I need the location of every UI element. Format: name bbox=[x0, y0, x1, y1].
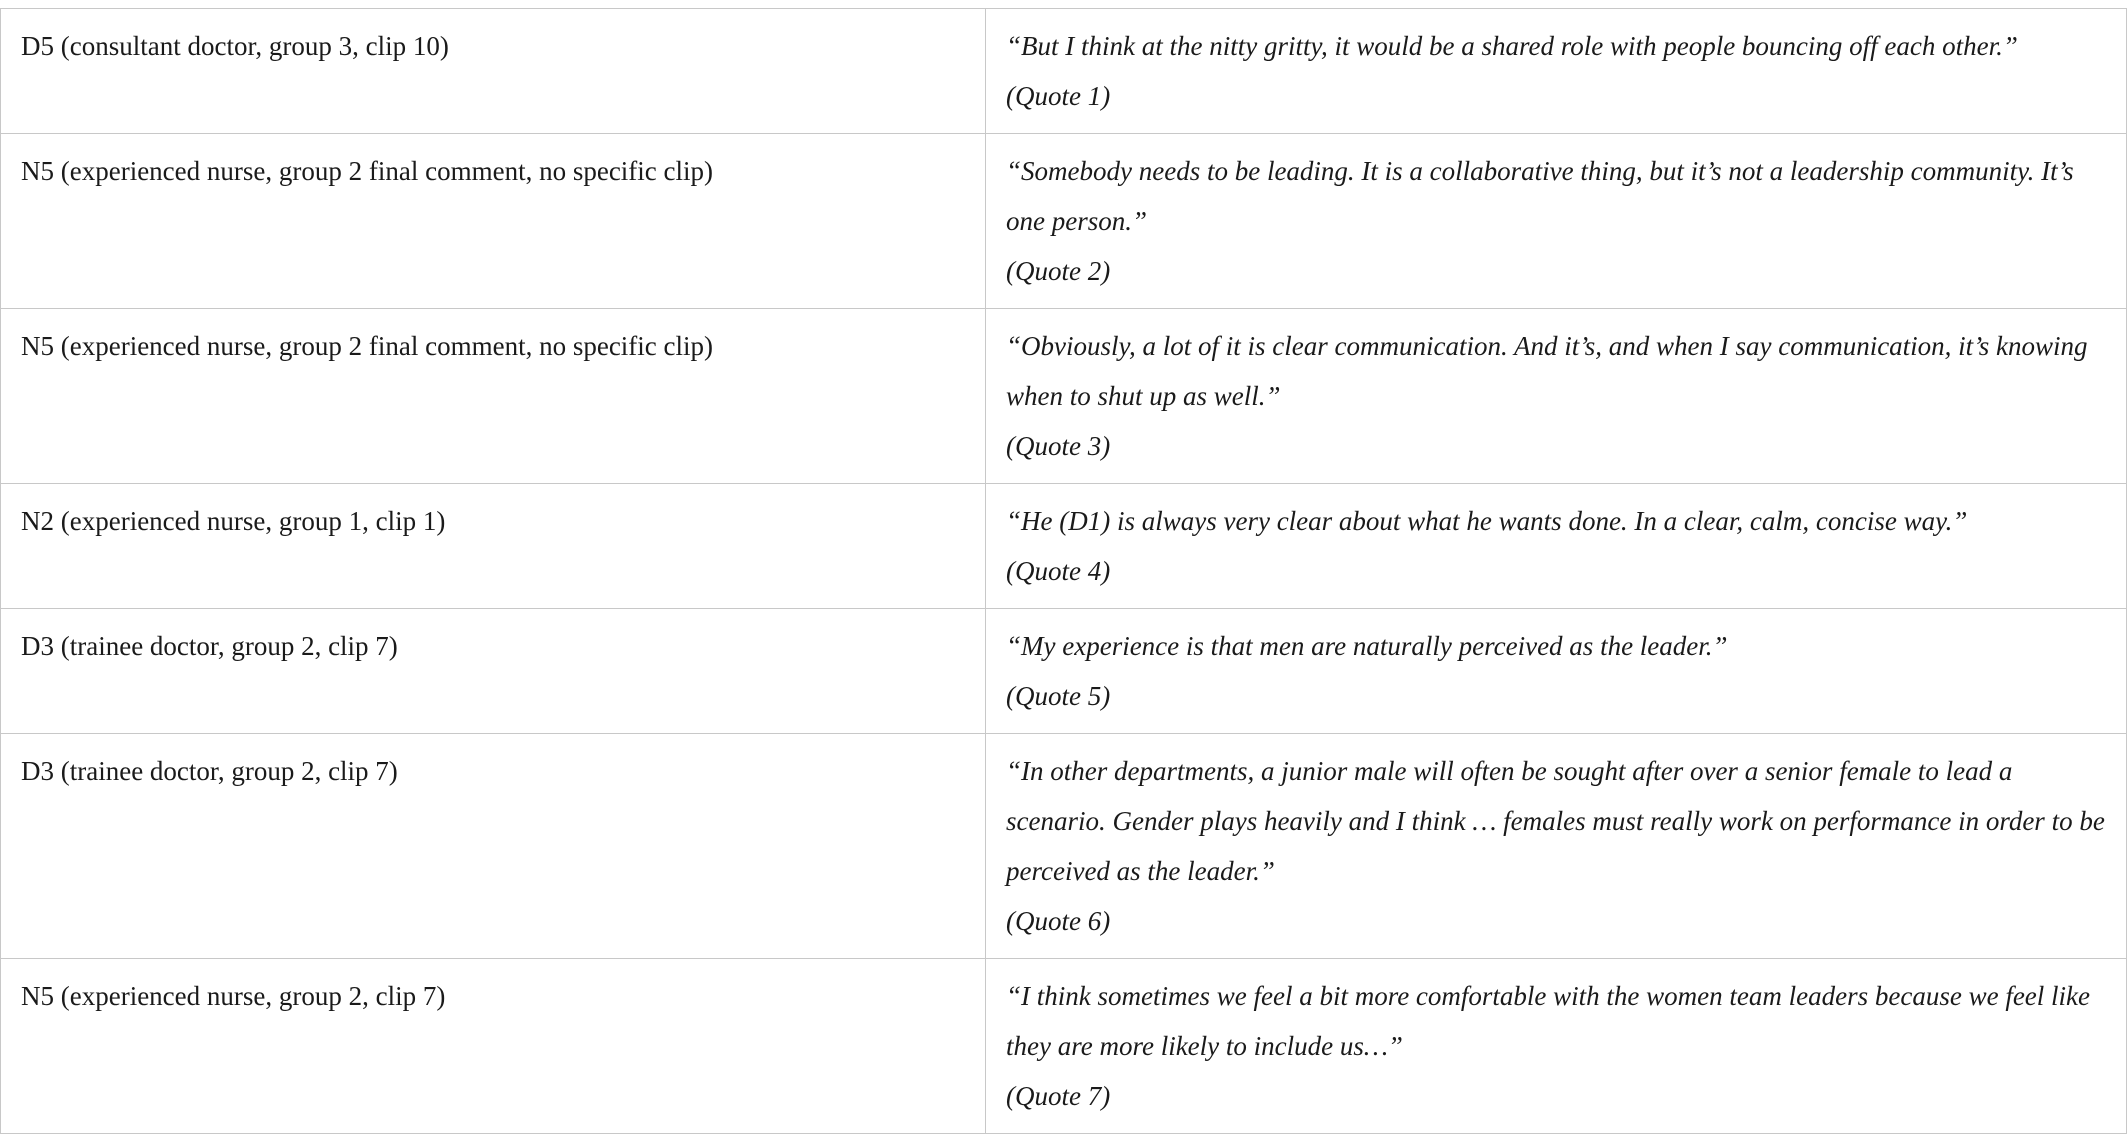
quotes-table-container bbox=[0, 8, 2127, 1134]
quote-reference: (Quote 5) bbox=[1006, 681, 1111, 711]
speaker-cell: D5 (consultant doctor, group 3, clip 10) bbox=[1, 9, 986, 134]
quote-text: “He (D1) is always very clear about what he wants done. In a clear, calm, concise way.” bbox=[1006, 506, 1968, 536]
speaker-cell: D3 (trainee doctor, group 2, clip 7) bbox=[1, 734, 986, 959]
quote-text: “Obviously, a lot of it is clear communication. And it’s, and when I say communication, it’s knowing when to shut up as well.” bbox=[1006, 331, 2088, 411]
quotes-table bbox=[0, 8, 2127, 1134]
quote-text: “But I think at the nitty gritty, it would be a shared role with people bouncing off each other.” bbox=[1006, 31, 2018, 61]
quote-reference: (Quote 3) bbox=[1006, 431, 1111, 461]
table-row bbox=[1, 734, 2127, 959]
speaker-cell: D3 (trainee doctor, group 2, clip 7) bbox=[1, 609, 986, 734]
speaker-cell: N5 (experienced nurse, group 2 final comment, no specific clip) bbox=[1, 134, 986, 309]
speaker-cell: N2 (experienced nurse, group 1, clip 1) bbox=[1, 484, 986, 609]
table-row bbox=[1, 134, 2127, 309]
quote-cell bbox=[986, 609, 2127, 734]
quote-cell bbox=[986, 734, 2127, 959]
table-row bbox=[1, 959, 2127, 1134]
quote-reference: (Quote 1) bbox=[1006, 81, 1111, 111]
table-row bbox=[1, 484, 2127, 609]
quote-reference: (Quote 2) bbox=[1006, 256, 1111, 286]
quote-reference: (Quote 4) bbox=[1006, 556, 1111, 586]
quote-cell bbox=[986, 9, 2127, 134]
quote-text: “In other departments, a junior male will often be sought after over a senior female to lead a scenario. Gender plays heavily and I think … females must really work on performance in order to be perceived as the leader.” bbox=[1006, 756, 2105, 886]
quote-reference: (Quote 6) bbox=[1006, 906, 1111, 936]
table-row bbox=[1, 9, 2127, 134]
quote-cell bbox=[986, 309, 2127, 484]
quote-text: “My experience is that men are naturally perceived as the leader.” bbox=[1006, 631, 1728, 661]
quote-reference: (Quote 7) bbox=[1006, 1081, 1111, 1111]
quote-text: “I think sometimes we feel a bit more comfortable with the women team leaders because we feel like they are more likely to include us…” bbox=[1006, 981, 2091, 1061]
table-row bbox=[1, 609, 2127, 734]
quote-text: “Somebody needs to be leading. It is a collaborative thing, but it’s not a leadership community. It’s one person.” bbox=[1006, 156, 2074, 236]
quote-cell bbox=[986, 484, 2127, 609]
speaker-cell: N5 (experienced nurse, group 2 final comment, no specific clip) bbox=[1, 309, 986, 484]
table-row bbox=[1, 309, 2127, 484]
speaker-cell: N5 (experienced nurse, group 2, clip 7) bbox=[1, 959, 986, 1134]
quote-cell bbox=[986, 134, 2127, 309]
quote-cell bbox=[986, 959, 2127, 1134]
